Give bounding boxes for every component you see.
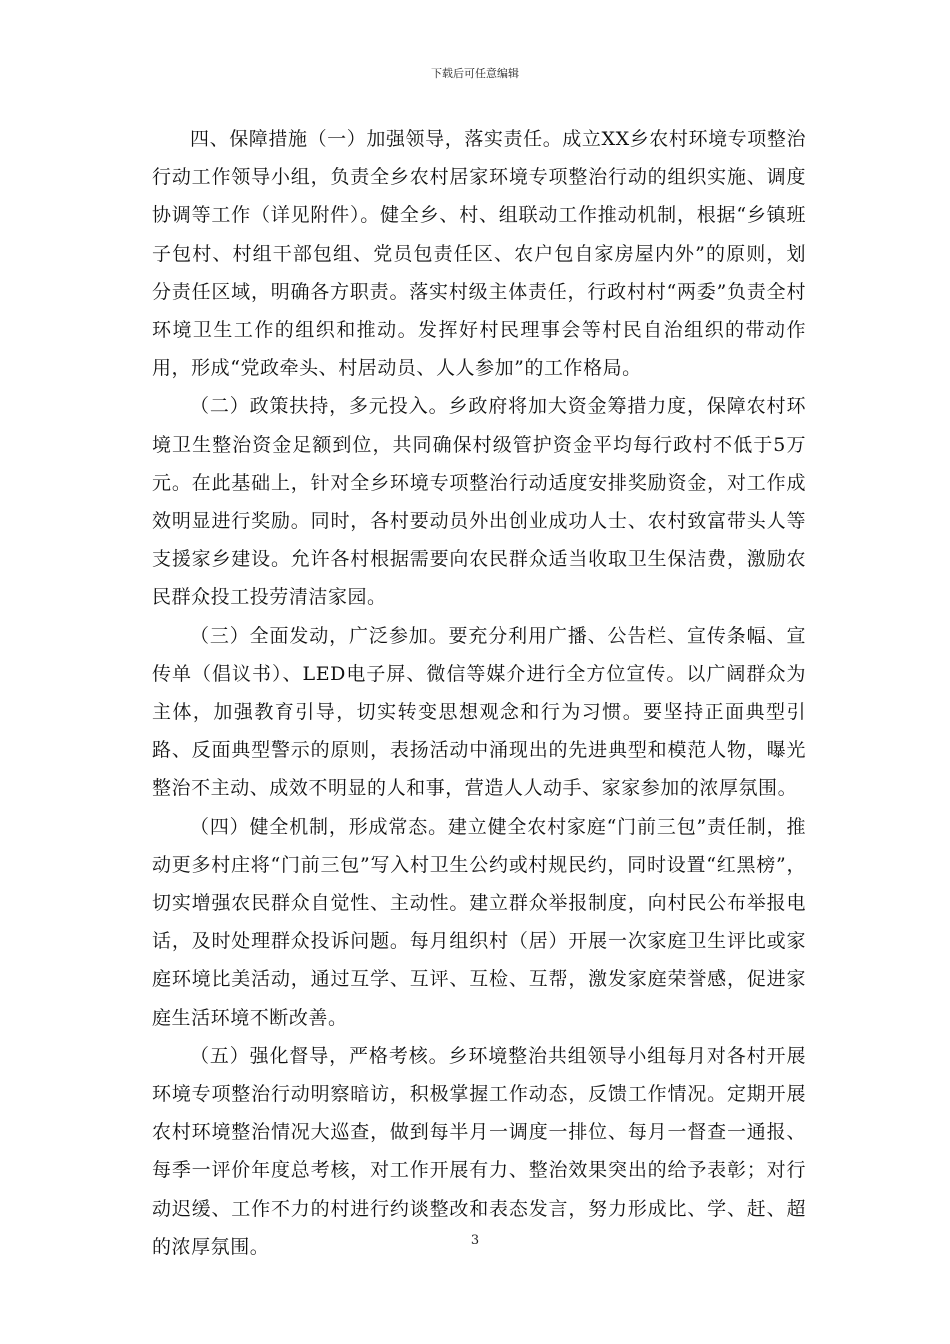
document-body — [152, 120, 806, 1266]
page-number: 3 — [470, 1233, 480, 1248]
paragraph-mechanism: （四）健全机制，形成常态。建立健全农村家庭“门前三包”责任制，推动更多村庄将“门前三包”写入村卫生公约或村规民约，同时设置“红黑榜”，切实增强农民群众自觉性、主动性。建立群众举报制度，向村民公布举报电话，及时处理群众投诉问题。每月组织村（居）开展一次家庭卫生评比或家庭环境比美活动，通过互学、互评、互检、互帮，激发家庭荣誉感，促进家庭生活环境不断改善。 — [152, 815, 806, 1029]
paragraph-mobilization: （三）全面发动，广泛参加。要充分利用广播、公告栏、宣传条幅、宣传单（倡议书）、LED电子屏、微信等媒介进行全方位宣传。以广阔群众为主体，加强教育引导，切实转变思想观念和行为习惯。要坚持正面典型引路、反面典型警示的原则，表扬活动中涌现出的先进典型和模范人物，曝光整治不主动、成效不明显的人和事，营造人人动手、家家参加的浓厚氛围。 — [152, 624, 806, 800]
paragraph-supervision: （五）强化督导，严格考核。乡环境整治共组领导小组每月对各村开展环境专项整治行动明察暗访，积极掌握工作动态，反馈工作情况。定期开展农村环境整治情况大巡查，做到每半月一调度一排位、每月一督查一通报、每季一评价年度总考核，对工作开展有力、整治效果突出的给予表彰；对行动迟缓、工作不力的村进行约谈整改和表态发言，努力形成比、学、赶、超的浓厚氛围。 — [152, 1044, 806, 1258]
paragraph-safeguard-measures: 四、保障措施（一）加强领导，落实责任。成立XX乡农村环境专项整治行动工作领导小组，负责全乡农村居家环境专项整治行动的组织实施、调度协调等工作（详见附件）。健全乡、村、组联动工作推动机制，根据“乡镇班子包村、村组干部包组、党员包责任区、农户包自家房屋内外”的原则，划分责任区域，明确各方职责。落实村级主体责任，行政村村“两委”负责全村环境卫生工作的组织和推动。发挥好村民理事会等村民自治组织的带动作用，形成“党政牵头、村居动员、人人参加”的工作格局。 — [152, 128, 806, 380]
paragraph-policy-support: （二）政策扶持，多元投入。乡政府将加大资金筹措力度，保障农村环境卫生整治资金足额到位，共同确保村级管护资金平均每行政村不低于5万元。在此基础上，针对全乡环境专项整治行动适度安排奖励资金，对工作成效明显进行奖励。同时，各村要动员外出创业成功人士、农村致富带头人等支援家乡建设。允许各村根据需要向农民群众适当收取卫生保洁费，激励农民群众投工投劳清洁家园。 — [152, 395, 806, 609]
page-header: 下载后可任意编辑 — [431, 67, 519, 80]
